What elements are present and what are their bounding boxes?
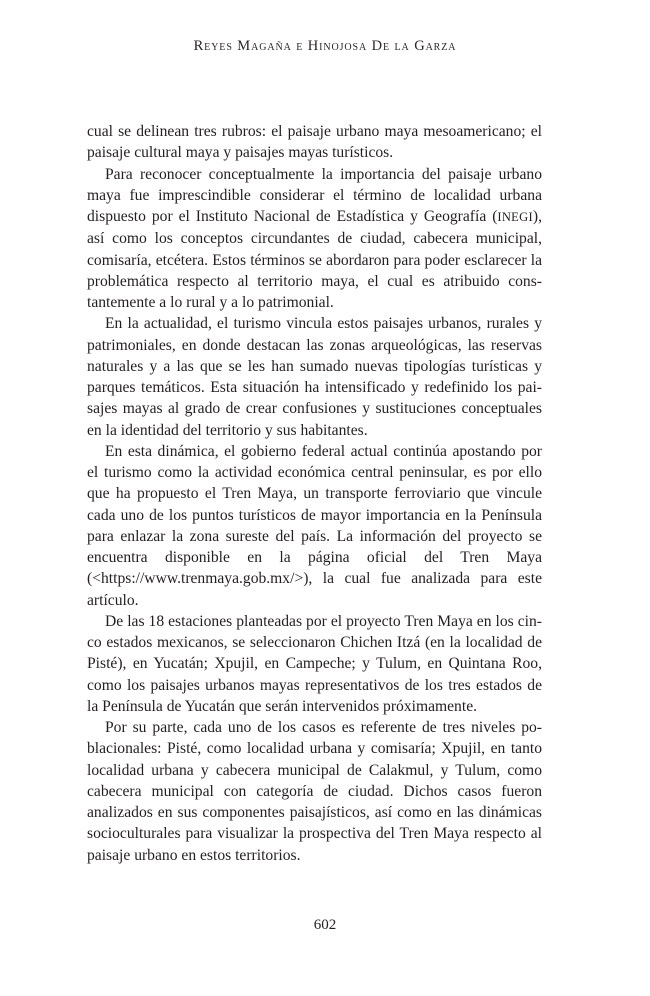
inegi-acronym: INEGI (497, 210, 533, 224)
paragraph-4: En esta dinámica, el gobierno federal actual continúa apostando por el turismo como la actividad económica central peninsular, es por ello que ha propuesto el Tren Maya, un transporte ferroviario que vincule cada uno de los puntos turísticos de mayor importancia en la Península para enlazar la zona sureste del país. La información del proyecto se encuentra disponible en la página oficial del Tren Maya (<https://www.trenmaya.gob.mx/>), la cual fue analizada para este artículo. (87, 442, 542, 609)
page-number: 602 (313, 917, 337, 933)
paragraph-1: cual se delinean tres rubros: el paisaje urbano maya mesoamericano; el paisaje cultural maya y paisajes mayas turísticos. (87, 123, 542, 162)
running-head: Reyes Magaña e Hinojosa De la Garza (193, 38, 457, 54)
body-text (87, 121, 542, 866)
paragraph-3: En la actualidad, el turismo vincula estos paisajes urbanos, rurales y patrimoniales, en donde destacan las zonas arqueológicas, las reservas naturales y a las que se les han sumado nuevas tipologías turísticas y parques temáticos. Esta situación ha intensificado y redefinido los paisajes mayas al grado de crear confusiones y sustituciones conceptuales en la identidad del territorio y sus habitantes. (87, 315, 542, 439)
paragraph-2-text-after: ), así como los conceptos circundantes de ciudad, cabecera municipal, comisaría, etcétera. Estos términos se abordaron para poder esclarecer la problemática respecto al territorio maya, el cual es atribuido constantemente a lo rural y a lo patrimonial. (87, 208, 542, 311)
paragraph-2 (87, 164, 542, 314)
paragraph-2-text-before: Para reconocer conceptualmente la importancia del paisaje urbano maya fue imprescindible considerar el término de localidad urbana dispuesto por el Instituto Nacional de Estadística y Geografía ( (87, 165, 542, 225)
paragraph-6: Por su parte, cada uno de los casos es referente de tres niveles poblacionales: Pisté, como localidad urbana y comisaría; Xpujil, en tanto localidad urbana y cabecera municipal de Calakmul, y Tulum, como cabecera municipal con categoría de ciudad. Dichos casos fueron analizados en sus componentes paisajísticos, así como en las dinámicas socioculturales para visualizar la prospectiva del Tren Maya respecto al paisaje urbano en estos territorios. (87, 719, 542, 864)
paragraph-5: De las 18 estaciones planteadas por el proyecto Tren Maya en los cinco estados mexicanos, se seleccionaron Chichen Itzá (en la localidad de Pisté), en Yucatán; Xpujil, en Campeche; y Tulum, en Quintana Roo, como los paisajes urbanos mayas representativos de los tres estados de la Península de Yucatán que serán intervenidos próximamente. (87, 612, 542, 715)
